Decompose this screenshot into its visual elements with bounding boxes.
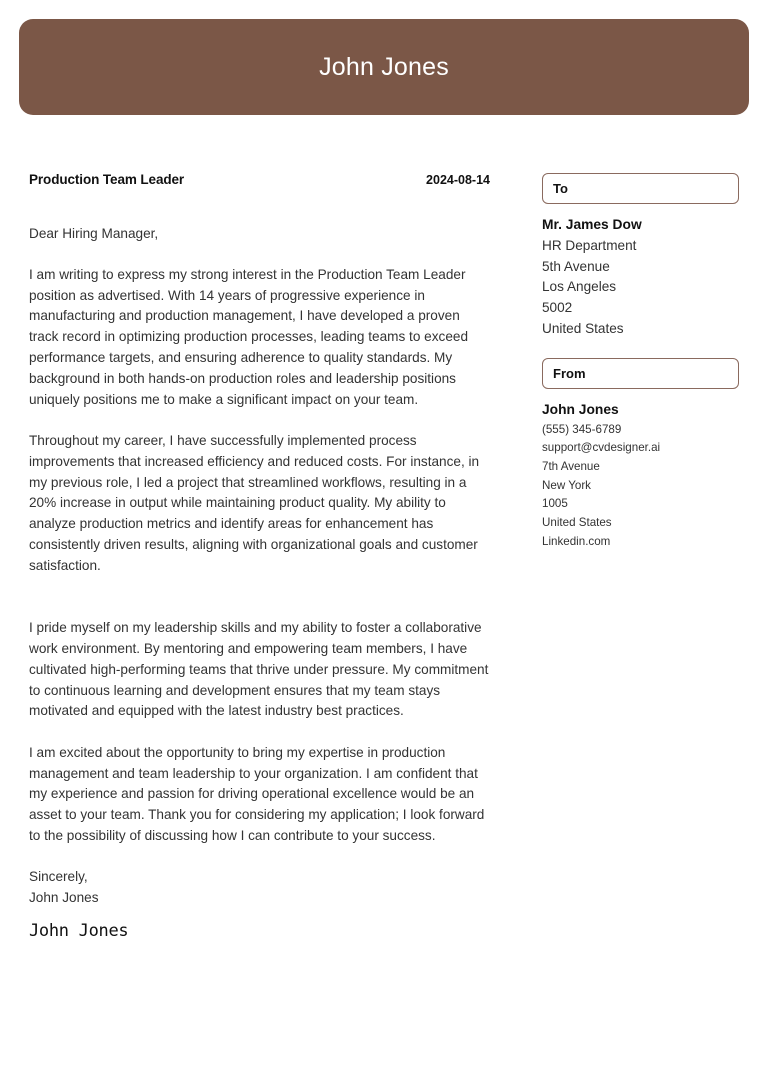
position-title: Production Team Leader <box>29 172 185 187</box>
recipient-street: 5th Avenue <box>542 258 610 274</box>
sender-block <box>542 400 739 552</box>
paragraph: I am excited about the opportunity to bring my expertise in production management and team leadership to your organization. I am confident that my experience and passion for driving operational excellence would be an asset to your team. Thank you for considering my application; I look forward to the possibility of discussing how I can contribute to your success. <box>29 744 485 843</box>
letter-body <box>29 172 490 941</box>
recipient-country: United States <box>542 320 624 336</box>
sender-phone: (555) 345-6789 <box>542 422 622 436</box>
sender-name: John Jones <box>542 401 619 417</box>
from-label-box <box>542 358 739 389</box>
recipient-department: HR Department <box>542 237 637 253</box>
to-label-box <box>542 173 739 204</box>
signature: John Jones <box>29 920 129 941</box>
paragraph: I pride myself on my leadership skills and my ability to foster a collaborative work environment. By mentoring and empowering team members, I have cultivated high-performing teams that thrive under pressure. My commitment to continuous learning and development ensures that my team stays motivated and equipped with the latest industry best practices. <box>29 620 489 719</box>
address-column <box>542 173 739 552</box>
sender-email: support@cvdesigner.ai <box>542 441 661 455</box>
from-label: From <box>553 365 586 381</box>
header-banner <box>19 19 749 115</box>
sender-street: 7th Avenue <box>542 459 600 473</box>
paragraph: I am writing to express my strong interest in the Production Team Leader position as advertised. With 14 years of progressive experience in manufacturing and production management, I have developed a proven track record in optimizing production processes, leading teams to exceed performance targets, and ensuring adherence to quality standards. My background in both hands-on production roles and leadership positions uniquely positions me to make a significant impact on your team. <box>29 266 469 407</box>
letter-meta <box>29 172 490 192</box>
recipient-zip: 5002 <box>542 300 573 316</box>
recipient-block <box>542 215 739 340</box>
recipient-city: Los Angeles <box>542 279 617 295</box>
sender-country: United States <box>542 516 612 530</box>
to-label: To <box>553 181 568 196</box>
letter-date: 2024-08-14 <box>426 173 490 187</box>
header-name: John Jones <box>319 52 449 81</box>
sender-zip: 1005 <box>542 497 568 511</box>
closing-name: John Jones <box>29 890 99 906</box>
sender-city: New York <box>542 478 591 492</box>
closing-block <box>29 867 490 909</box>
recipient-name: Mr. James Dow <box>542 217 642 232</box>
paragraph: Throughout my career, I have successfully implemented process improvements that increased efficiency and reduced costs. For instance, in my previous role, I led a project that streamlined workflows, resulting in a 20% increase in output while maintaining product quality. My ability to analyze production metrics and identify areas for enhancement has consistently driven results, aligning with organizational goals and customer satisfaction. <box>29 432 480 573</box>
closing-phrase: Sincerely, <box>29 869 88 885</box>
salutation: Dear Hiring Manager, <box>29 226 159 241</box>
sender-website: Linkedin.com <box>542 534 611 548</box>
